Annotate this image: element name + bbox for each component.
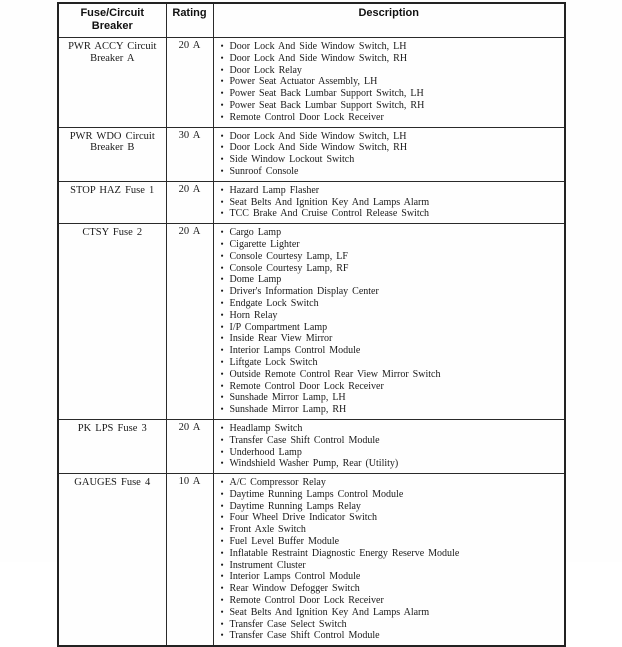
description-item-text: Sunshade Mirror Lamp, LH <box>229 392 346 404</box>
description-item-text: Four Wheel Drive Indicator Switch <box>229 512 377 524</box>
fuse-name <box>58 419 166 473</box>
description-item <box>221 251 563 263</box>
bullet-icon: • <box>220 227 224 238</box>
description-item <box>221 322 563 334</box>
bullet-icon: • <box>220 184 224 195</box>
bullet-icon: • <box>220 196 224 207</box>
description-item <box>221 560 563 572</box>
fuse-description <box>213 474 565 647</box>
description-item-text: Inflatable Restraint Diagnostic Energy Reserve Module <box>229 547 460 559</box>
description-item-text: Door Lock And Side Window Switch, LH <box>229 41 407 52</box>
description-item <box>221 404 563 416</box>
fuse-name-line: CTSY Fuse 2 <box>82 227 143 239</box>
description-item-text: Remote Control Door Lock Receiver <box>229 111 384 123</box>
description-item <box>221 512 563 524</box>
bullet-icon: • <box>220 618 224 629</box>
description-item <box>221 536 563 548</box>
description-item-text: Door Lock And Side Window Switch, LH <box>229 130 407 142</box>
description-item <box>221 524 563 536</box>
fuse-name-line: STOP HAZ Fuse 1 <box>70 184 155 196</box>
description-item-text: Transfer Case Shift Control Module <box>229 630 380 642</box>
description-item <box>221 142 563 154</box>
description-item <box>221 286 563 298</box>
fuse-name <box>58 38 166 128</box>
bullet-icon: • <box>220 380 224 391</box>
bullet-icon: • <box>220 345 224 356</box>
description-item-text: Door Lock And Side Window Switch, RH <box>229 52 408 64</box>
bullet-icon: • <box>220 547 224 558</box>
description-item-text: Hazard Lamp Flasher <box>229 184 320 196</box>
description-item-text: Horn Relay <box>229 309 278 321</box>
description-item-text: Door Lock And Side Window Switch, RH <box>229 142 408 154</box>
description-item <box>221 185 563 197</box>
bullet-icon: • <box>220 52 224 63</box>
description-item <box>221 274 563 286</box>
fuse-name-line: PWR ACCY Circuit <box>68 41 157 52</box>
fuse-name <box>58 127 166 181</box>
bullet-icon: • <box>220 165 224 176</box>
bullet-icon: • <box>220 333 224 344</box>
description-item-text: Cigarette Lighter <box>229 238 300 250</box>
description-item-text: Headlamp Switch <box>229 422 303 434</box>
table-row <box>58 419 565 473</box>
description-item-text: Side Window Lockout Switch <box>229 154 355 166</box>
description-item <box>221 41 563 53</box>
description-item-text: Dome Lamp <box>229 274 282 286</box>
header-fuse-circuit-breaker <box>58 3 166 38</box>
bullet-icon: • <box>220 606 224 617</box>
bullet-icon: • <box>220 500 224 511</box>
description-item-text: Cargo Lamp <box>229 227 282 239</box>
description-item-text: Power Seat Back Lumbar Support Switch, RH <box>229 99 425 111</box>
bullet-icon: • <box>220 130 224 141</box>
bullet-icon: • <box>220 512 224 523</box>
description-item <box>221 583 563 595</box>
description-item-text: Driver's Information Display Center <box>229 286 379 298</box>
bullet-icon: • <box>220 630 224 641</box>
bullet-icon: • <box>220 488 224 499</box>
description-item-text: I/P Compartment Lamp <box>229 321 328 333</box>
description-item-text: Instrument Cluster <box>229 559 306 571</box>
description-item <box>221 392 563 404</box>
fuse-description <box>213 38 565 128</box>
description-item <box>221 310 563 322</box>
fuse-rating: 20 A <box>166 419 213 473</box>
bullet-icon: • <box>220 458 224 469</box>
description-item-text: Front Axle Switch <box>229 524 306 536</box>
bullet-icon: • <box>220 422 224 433</box>
fuse-description <box>213 181 565 223</box>
description-item <box>221 477 563 489</box>
description-item <box>221 381 563 393</box>
description-item <box>221 548 563 560</box>
table-row <box>58 38 565 128</box>
fuse-name-line: Breaker A <box>90 52 135 64</box>
fuse-name <box>58 181 166 223</box>
bullet-icon: • <box>220 142 224 153</box>
bullet-icon: • <box>220 404 224 415</box>
description-item <box>221 458 563 470</box>
description-item-text: Console Courtesy Lamp, LF <box>229 250 348 262</box>
description-item <box>221 298 563 310</box>
description-item-text: Windshield Washer Pump, Rear (Utility) <box>229 458 399 470</box>
description-item-text: Inside Rear View Mirror <box>229 333 333 345</box>
fuse-name <box>58 474 166 647</box>
fuse-name-line: GAUGES Fuse 4 <box>74 477 151 489</box>
description-item <box>221 571 563 583</box>
bullet-icon: • <box>220 477 224 488</box>
bullet-icon: • <box>220 297 224 308</box>
description-item-text: Underhood Lamp <box>229 446 302 458</box>
description-item <box>221 501 563 513</box>
description-item <box>221 435 563 447</box>
description-item-text: Console Courtesy Lamp, RF <box>229 262 349 274</box>
bullet-icon: • <box>220 262 224 273</box>
description-item <box>221 227 563 239</box>
bullet-icon: • <box>220 583 224 594</box>
description-item-text: Remote Control Door Lock Receiver <box>229 595 384 607</box>
header-fuse-line1: Fuse/Circuit <box>80 7 145 19</box>
description-item <box>221 333 563 345</box>
description-item <box>221 197 563 209</box>
description-item-text: Power Seat Actuator Assembly, LH <box>229 76 378 88</box>
bullet-icon: • <box>220 524 224 535</box>
description-item <box>221 447 563 459</box>
fuse-name-line: PK LPS Fuse 3 <box>77 422 147 434</box>
bullet-icon: • <box>220 595 224 606</box>
description-item <box>221 154 563 166</box>
bullet-icon: • <box>220 250 224 261</box>
fuse-circuit-breaker-table <box>57 2 566 647</box>
description-item <box>221 423 563 435</box>
table-row <box>58 127 565 181</box>
bullet-icon: • <box>220 154 224 165</box>
description-item-text: Transfer Case Select Switch <box>229 618 347 630</box>
fuse-description <box>213 224 565 420</box>
fuse-rating: 20 A <box>166 181 213 223</box>
fuse-rating: 10 A <box>166 474 213 647</box>
header-description: Description <box>213 3 565 38</box>
description-item <box>221 53 563 65</box>
table-row <box>58 474 565 647</box>
bullet-icon: • <box>220 536 224 547</box>
fuse-rating: 20 A <box>166 38 213 128</box>
description-item-text: Door Lock Relay <box>229 64 302 76</box>
bullet-icon: • <box>220 111 224 122</box>
description-item <box>221 76 563 88</box>
description-item <box>221 357 563 369</box>
description-item <box>221 131 563 143</box>
table-header-row <box>58 3 565 38</box>
description-item <box>221 619 563 631</box>
fuse-name <box>58 224 166 420</box>
description-item-text: Transfer Case Shift Control Module <box>229 434 380 446</box>
description-item <box>221 112 563 124</box>
description-item-text: Endgate Lock Switch <box>229 297 319 309</box>
description-item <box>221 65 563 77</box>
bullet-icon: • <box>220 64 224 75</box>
description-item-text: Seat Belts And Ignition Key And Lamps Alarm <box>229 196 430 208</box>
description-item <box>221 239 563 251</box>
bullet-icon: • <box>220 309 224 320</box>
description-item-text: Seat Belts And Ignition Key And Lamps Alarm <box>229 606 430 618</box>
bullet-icon: • <box>220 356 224 367</box>
header-rating: Rating <box>166 3 213 38</box>
description-item <box>221 166 563 178</box>
description-item-text: Remote Control Door Lock Receiver <box>229 380 384 392</box>
bullet-icon: • <box>220 76 224 87</box>
description-item <box>221 100 563 112</box>
bullet-icon: • <box>220 392 224 403</box>
bullet-icon: • <box>220 41 224 51</box>
description-item-text: Interior Lamps Control Module <box>229 345 361 357</box>
header-fuse-line2: Breaker <box>91 20 133 32</box>
description-item-text: Liftgate Lock Switch <box>229 356 318 368</box>
description-item-text: Daytime Running Lamps Control Module <box>229 488 404 500</box>
description-item-text: TCC Brake And Cruise Control Release Switch <box>229 208 430 220</box>
fuse-table-body <box>58 38 565 647</box>
bullet-icon: • <box>220 99 224 110</box>
description-item-text: Daytime Running Lamps Relay <box>229 500 361 512</box>
description-item-text: Interior Lamps Control Module <box>229 571 361 583</box>
bullet-icon: • <box>220 208 224 219</box>
description-item-text: A/C Compressor Relay <box>229 477 326 489</box>
description-item <box>221 88 563 100</box>
fuse-description <box>213 127 565 181</box>
description-item-text: Power Seat Back Lumbar Support Switch, LH <box>229 88 424 100</box>
description-item <box>221 345 563 357</box>
description-item <box>221 369 563 381</box>
bullet-icon: • <box>220 368 224 379</box>
fuse-name-line: Breaker B <box>90 142 135 154</box>
description-item <box>221 607 563 619</box>
description-item-text: Fuel Level Buffer Module <box>229 536 340 548</box>
bullet-icon: • <box>220 321 224 332</box>
bullet-icon: • <box>220 559 224 570</box>
bullet-icon: • <box>220 274 224 285</box>
description-item <box>221 595 563 607</box>
fuse-name-line: PWR WDO Circuit <box>69 130 155 142</box>
bullet-icon: • <box>220 286 224 297</box>
description-item-text: Sunroof Console <box>229 165 299 177</box>
description-item-text: Rear Window Defogger Switch <box>229 583 360 595</box>
bullet-icon: • <box>220 88 224 99</box>
bullet-icon: • <box>220 446 224 457</box>
table-row <box>58 181 565 223</box>
table-row <box>58 224 565 420</box>
description-item <box>221 263 563 275</box>
description-item-text: Outside Remote Control Rear View Mirror Switch <box>229 368 441 380</box>
description-item-text: Sunshade Mirror Lamp, RH <box>229 404 347 416</box>
fuse-description <box>213 419 565 473</box>
description-item <box>221 489 563 501</box>
description-item <box>221 630 563 642</box>
description-item <box>221 208 563 220</box>
bullet-icon: • <box>220 238 224 249</box>
bullet-icon: • <box>220 571 224 582</box>
bullet-icon: • <box>220 434 224 445</box>
fuse-rating: 20 A <box>166 224 213 420</box>
fuse-rating: 30 A <box>166 127 213 181</box>
